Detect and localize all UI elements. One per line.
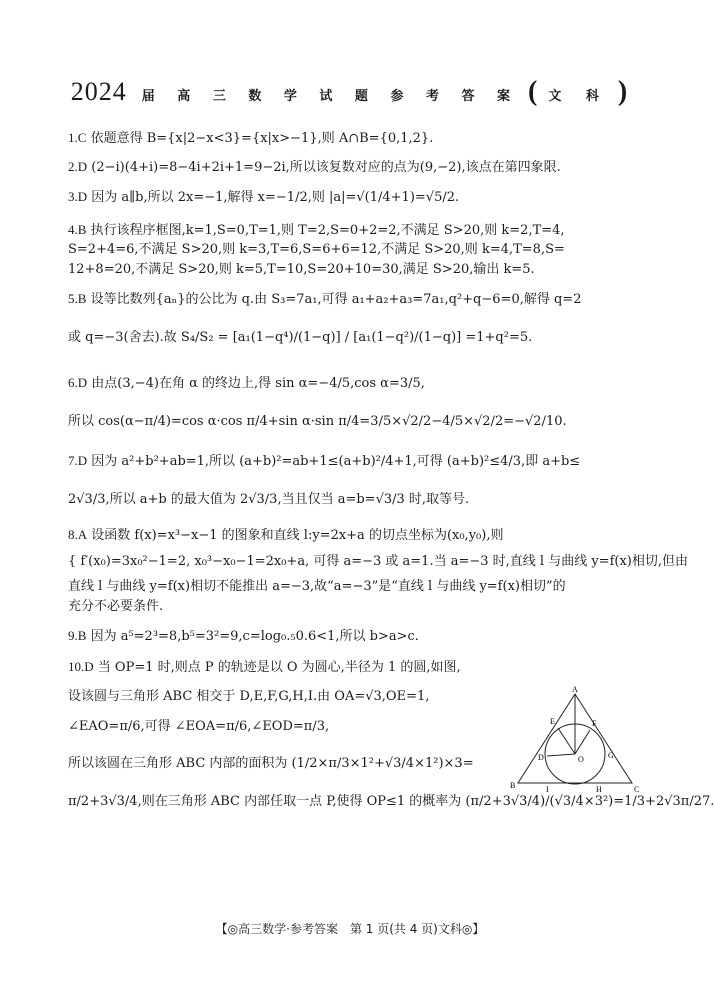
- label-B: B: [510, 781, 516, 790]
- label-O: O: [578, 755, 584, 764]
- answer-line: 所以 cos(α−π/4)=cos α·cos π/4+sin α·sin π/4=3/5×√2/2−4/5×√2/2=−√2/10.: [68, 413, 567, 429]
- answer-line: ∠EAO=π/6,可得 ∠EOA=π/6,∠EOD=π/3,: [68, 718, 330, 734]
- answer-label: 1.C: [68, 130, 87, 145]
- answer-line: 依题意得 B={x|2−x<3}={x|x>−1},则 A∩B={0,1,2}.: [90, 131, 434, 146]
- title-text: 届 高 三 数 学 试 题 参 考 答 案: [141, 89, 520, 104]
- answer-line: 设函数 f(x)=x³−x−1 的图象和直线 l:y=2x+a 的切点坐标为(x₀,y₀),则: [91, 528, 504, 543]
- answer-line: 当 OP=1 时,则点 P 的轨迹是以 O 为圆心,半径为 1 的圆,如图,: [97, 659, 461, 675]
- answer-line: 设等比数列{aₙ}的公比为 q.由 S₃=7a₁,可得 a₁+a₂+a₃=7a₁,q²+q−6=0,解得 q=2: [90, 292, 582, 307]
- answer-label: 2.D: [68, 158, 88, 174]
- answer-line: 2√3/3,所以 a+b 的最大值为 2√3/3,当且仅当 a=b=√3/3 时,取等号.: [68, 491, 470, 507]
- answer-line: 因为 a⁵=2³=8,b⁵=3²=9,c=log₀.₅0.6<1,所以 b>a>c.: [90, 629, 419, 644]
- label-E: E: [550, 717, 555, 726]
- page-footer: 【◎高三数学·参考答案 第 1 页(共 4 页)文科◎】: [215, 922, 485, 936]
- label-I: I: [546, 785, 549, 794]
- geometry-diagram: [510, 685, 640, 808]
- answer-item-7: [68, 451, 638, 509]
- answer-item-5: [68, 289, 638, 347]
- answer-label: 8.A: [68, 527, 88, 542]
- answer-line: 12+8=20,不满足 S>20,则 k=5,T=10,S=20+10=30,满足 S>20,输出 k=5.: [68, 261, 535, 277]
- answer-item-2: [68, 157, 638, 178]
- answer-line: 由点(3,−4)在角 α 的终边上,得 sin α=−4/5,cos α=3/5,: [91, 376, 425, 391]
- answer-label: 4.B: [68, 221, 87, 237]
- title-close-paren: ): [617, 76, 630, 107]
- answer-line: π/2+3√3/4,则在三角形 ABC 内部任取一点 P,使得 OP≤1 的概率为 (π/2+3√3/4)/(√3/4×3²)=1/3+2√3π/27.: [68, 793, 714, 809]
- answer-label: 10.D: [68, 658, 94, 674]
- label-H: H: [596, 785, 602, 794]
- answer-label: 6.D: [68, 375, 88, 390]
- answer-label: 5.B: [68, 291, 87, 306]
- answer-line: 所以该圆在三角形 ABC 内部的面积为 (1/2×π/3×1²+√3/4×1²)×3=: [68, 756, 474, 771]
- title-open-paren: (: [528, 76, 540, 107]
- answer-line: 直线 l 与曲线 y=f(x)相切不能推出 a=−3,故“a=−3”是“直线 l 与曲线 y=f(x)相切”的: [68, 579, 566, 594]
- answer-item-9: [68, 626, 638, 647]
- answer-item-3: [68, 187, 638, 208]
- title-year: 2024: [70, 77, 127, 106]
- answer-line: 设该圆与三角形 ABC 相交于 D,E,F,G,H,I.由 OA=√3,OE=1,: [68, 689, 430, 704]
- answer-line: (2−i)(4+i)=8−4i+2i+1=9−2i,所以该复数对应的点为(9,−2),该点在第四象限.: [91, 159, 561, 175]
- label-D: D: [538, 753, 544, 762]
- answer-line: 充分不必要条件.: [68, 598, 164, 614]
- answer-item-6: [68, 373, 638, 431]
- answer-item-8: [68, 525, 688, 616]
- title-subject: 文 科: [548, 89, 609, 104]
- page-title: [0, 76, 700, 108]
- answer-label: 9.B: [68, 628, 87, 643]
- answer-line: 执行该程序框图,k=1,S=0,T=1,则 T=2,S=0+2=2,不满足 S>20,则 k=2,T=4,: [90, 222, 565, 238]
- triangle-circle-figure: [510, 685, 640, 808]
- answer-line: { f′(x₀)=3x₀²−1=2, x₀³−x₀−1=2x₀+a, 可得 a=−3 或 a=1.当 a=−3 时,直线 l 与曲线 y=f(x)相切,但由: [68, 553, 688, 569]
- answer-item-4: [68, 220, 638, 280]
- answer-line: 或 q=−3(舍去).故 S₄/S₂ = [a₁(1−q⁴)/(1−q)] / [a₁(1−q²)/(1−q)] =1+q²=5.: [68, 329, 533, 345]
- label-F: F: [592, 719, 597, 728]
- label-C: C: [634, 785, 640, 794]
- answer-line: 因为 a∥b,所以 2x=−1,解得 x=−1/2,则 |a|=√(1/4+1)=√5/2.: [91, 190, 460, 205]
- answer-item-1: [68, 128, 638, 149]
- answer-line: 因为 a²+b²+ab=1,所以 (a+b)²=ab+1≤(a+b)²/4+1,可得 (a+b)²≤4/3,即 a+b≤: [91, 454, 581, 469]
- label-G: G: [608, 751, 614, 760]
- label-A: A: [572, 685, 578, 694]
- answer-label: 3.D: [68, 189, 88, 204]
- answer-line: S=2+4=6,不满足 S>20,则 k=3,T=6,S=6+6=12,不满足 S>20,则 k=4,T=8,S=: [68, 242, 565, 257]
- answer-item-10: [68, 657, 508, 774]
- answer-label: 7.D: [68, 453, 88, 468]
